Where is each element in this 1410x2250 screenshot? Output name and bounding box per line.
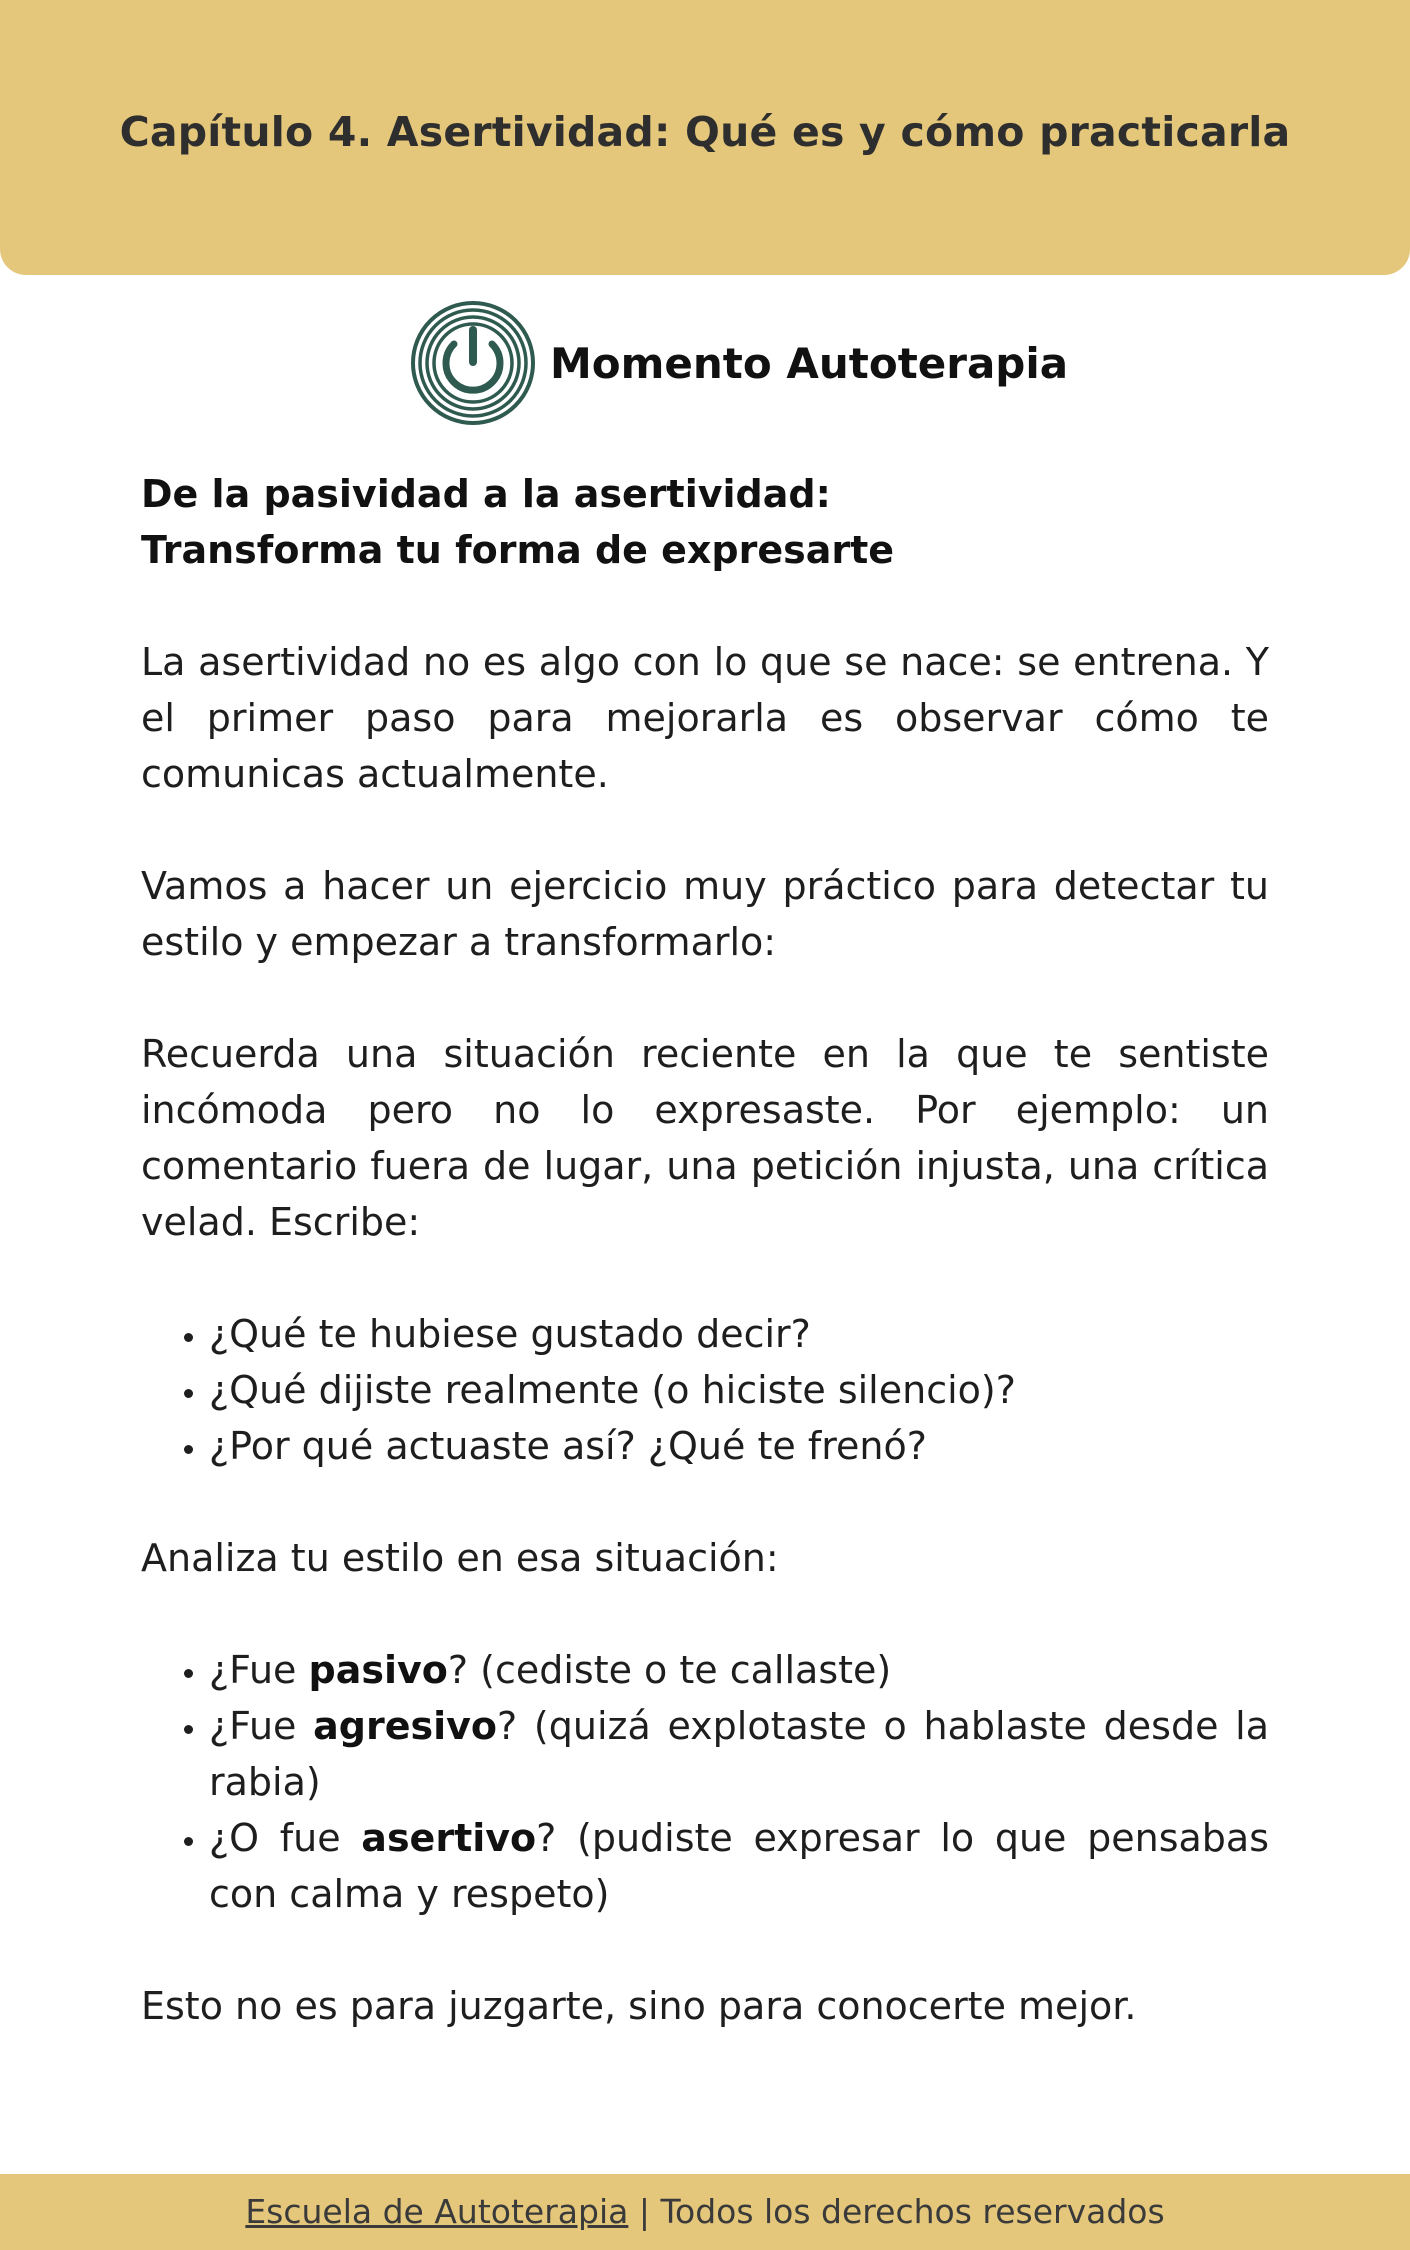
- list-item: • ¿Qué te hubiese gustado decir?: [209, 1306, 1269, 1362]
- paragraph-exercise: Vamos a hacer un ejercicio muy práctico para detectar tu estilo y empezar a transformarlo:: [141, 864, 1269, 964]
- section-subtitle-line-2: Transforma tu forma de expresarte: [141, 528, 895, 572]
- list-item: • ¿Por qué actuaste así? ¿Qué te frenó?: [209, 1418, 1269, 1474]
- paragraph-intro: La asertividad no es algo con lo que se nace: se entrena. Y el primer paso para mejorarla es observar cómo te comunicas actualmente.: [141, 640, 1269, 796]
- footer-school-link[interactable]: Escuela de Autoterapia: [245, 2192, 629, 2231]
- list-item: • ¿Qué dijiste realmente (o hiciste silencio)?: [209, 1362, 1269, 1418]
- section-subtitle-line-1: De la pasividad a la asertividad:: [141, 472, 831, 516]
- footer-separator: |: [628, 2192, 661, 2231]
- paragraph-situation: Recuerda una situación reciente en la que te sentiste incómoda pero no lo expresaste. Por ejemplo: un comentario fuera de lugar, una petición injusta, una crítica velad. Escribe:: [141, 1032, 1269, 1244]
- list-item: • ¿O fue asertivo? (pudiste expresar lo que pensabas con calma y respeto): [209, 1810, 1269, 1922]
- footer-rights: Todos los derechos reservados: [660, 2192, 1165, 2231]
- list-item: • ¿Fue pasivo? (cediste o te callaste): [209, 1642, 1269, 1698]
- main-content: [141, 466, 1269, 2034]
- list-item: • ¿Fue agresivo? (quizá explotaste o hablaste desde la rabia): [209, 1698, 1269, 1810]
- chapter-header: [0, 0, 1410, 275]
- questions-list: [141, 1306, 1269, 1474]
- brand-name: Momento Autoterapia: [550, 338, 1069, 388]
- brand-block: [410, 300, 1068, 426]
- styles-list: [141, 1642, 1269, 1922]
- paragraph-closing: Esto no es para juzgarte, sino para conocerte mejor.: [141, 1984, 1137, 2028]
- chapter-title: Capítulo 4. Asertividad: Qué es y cómo practicarla: [119, 108, 1291, 156]
- spiral-power-logo-icon: [410, 300, 536, 426]
- paragraph-analyze: Analiza tu estilo en esa situación:: [141, 1536, 779, 1580]
- page-footer: [0, 2174, 1410, 2250]
